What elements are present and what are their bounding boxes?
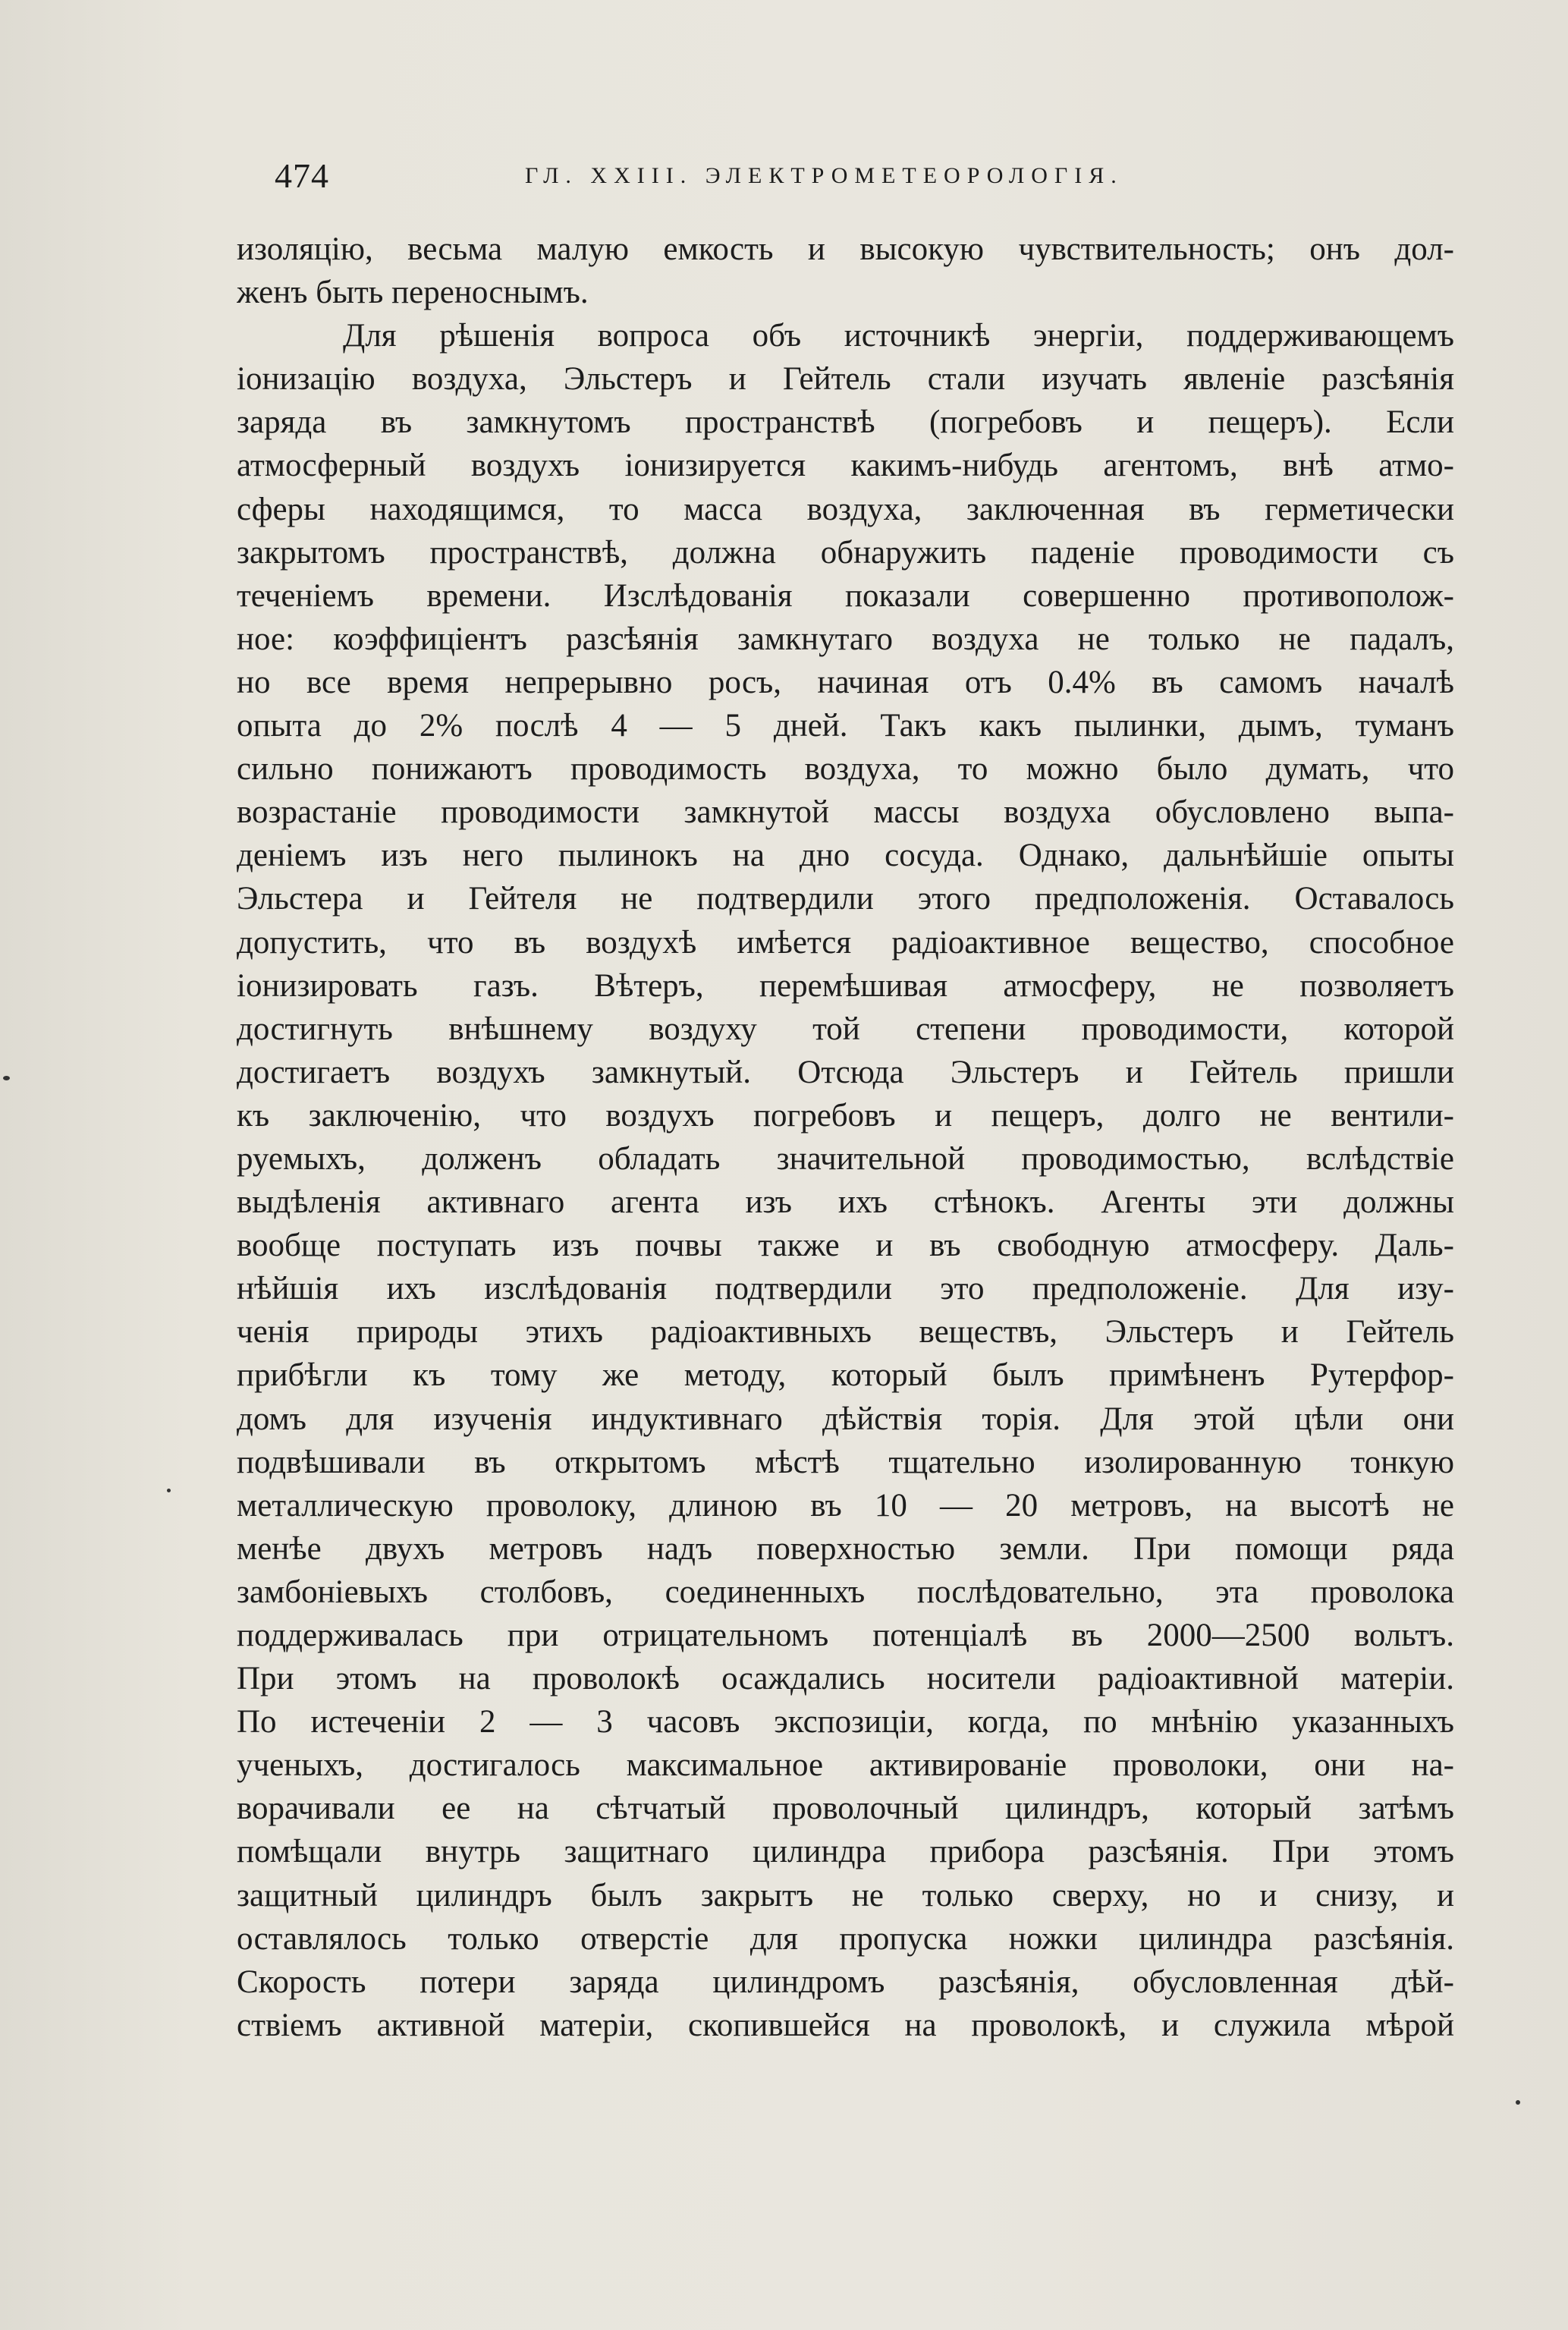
text-line: вообще поступать изъ почвы также и въ свободную атмосферу. Даль- xyxy=(237,1228,1454,1264)
text-line: ствіемъ активной матеріи, скопившейся на проволокѣ, и служила мѣрой xyxy=(237,2007,1454,2043)
text-line: іонизировать газъ. Вѣтеръ, перемѣшивая атмосферу, не позволяетъ xyxy=(237,967,1454,1004)
text-line: сильно понижаютъ проводимость воздуха, то можно было думать, что xyxy=(237,751,1454,788)
text-line: нѣйшія ихъ изслѣдованія подтвердили это предположеніе. Для изу- xyxy=(237,1271,1454,1307)
text-line: помѣщали внутрь защитнаго цилиндра прибора разсѣянія. При этомъ xyxy=(237,1834,1454,1870)
page-number: 474 xyxy=(275,156,329,195)
text-line: Эльстера и Гейтеля не подтвердили этого предположенія. Оставалось xyxy=(237,881,1454,917)
text-line: подвѣшивали въ открытомъ мѣстѣ тщательно изолированную тонкую xyxy=(237,1444,1454,1480)
text-line: сферы находящимся, то масса воздуха, заключенная въ герметически xyxy=(237,491,1454,527)
text-line: Для рѣшенія вопроса объ источникѣ энергіи, поддерживающемъ xyxy=(343,318,1454,354)
text-line: деніемъ изъ него пылинокъ на дно сосуда. Однако, дальнѣйшіе опыты xyxy=(237,838,1454,874)
text-line: возрастаніе проводимости замкнутой массы воздуха обусловлено выпа- xyxy=(237,794,1454,831)
text-line: атмосферный воздухъ іонизируется какимъ-нибудь агентомъ, внѣ атмо- xyxy=(237,448,1454,484)
text-line: ченія природы этихъ радіоактивныхъ веществъ, Эльстеръ и Гейтель xyxy=(237,1314,1454,1351)
print-speck xyxy=(3,1076,10,1080)
text-line: достигнуть внѣшнему воздуху той степени проводимости, которой xyxy=(237,1011,1454,1047)
text-line: ное: коэффиціентъ разсѣянія замкнутаго воздуха не только не падалъ, xyxy=(237,621,1454,657)
text-line: но все время непрерывно росъ, начиная отъ 0.4% въ самомъ началѣ xyxy=(237,664,1454,700)
text-line: заряда въ замкнутомъ пространствѣ (погребовъ и пещеръ). Если xyxy=(237,404,1454,441)
text-line: женъ быть переноснымъ. xyxy=(237,275,589,311)
text-line: закрытомъ пространствѣ, должна обнаружить паденіе проводимости съ xyxy=(237,534,1454,571)
text-line: ворачивали ее на сѣтчатый проволочный цилиндръ, который затѣмъ xyxy=(237,1791,1454,1827)
text-line: изоляцію, весьма малую емкость и высокую чувствительность; онъ дол- xyxy=(237,231,1454,267)
text-line: По истеченіи 2 — 3 часовъ экспозиціи, когда, по мнѣнію указанныхъ xyxy=(237,1704,1454,1740)
text-line: менѣе двухъ метровъ надъ поверхностью земли. При помощи ряда xyxy=(237,1530,1454,1567)
text-line: къ заключенію, что воздухъ погребовъ и пещеръ, долго не вентили- xyxy=(237,1097,1454,1134)
text-line: теченіемъ времени. Изслѣдованія показали совершенно противополож- xyxy=(237,577,1454,614)
body-text xyxy=(237,228,1454,2047)
running-head: ГЛ. XXIII. ЭЛЕКТРОМЕТЕОРОЛОГІЯ. xyxy=(525,163,1123,188)
text-line: металлическую проволоку, длиною въ 10 — 20 метровъ, на высотѣ не xyxy=(237,1487,1454,1523)
print-speck xyxy=(167,1489,171,1492)
text-line: допустить, что въ воздухѣ имѣется радіоактивное вещество, способное xyxy=(237,924,1454,961)
text-line: поддерживалась при отрицательномъ потенціалѣ въ 2000—2500 вольтъ. xyxy=(237,1618,1454,1653)
text-line: защитный цилиндръ былъ закрытъ не только сверху, но и снизу, и xyxy=(237,1877,1454,1913)
text-line: Скорость потери заряда цилиндромъ разсѣянія, обусловленная дѣй- xyxy=(237,1964,1454,2000)
text-line: прибѣгли къ тому же методу, который былъ примѣненъ Рутерфор- xyxy=(237,1357,1454,1394)
text-line: При этомъ на проволокѣ осаждались носители радіоактивной матеріи. xyxy=(237,1661,1454,1697)
page-header xyxy=(275,156,1452,201)
print-speck xyxy=(1516,2100,1520,2105)
text-line: опыта до 2% послѣ 4 — 5 дней. Такъ какъ пылинки, дымъ, туманъ xyxy=(237,708,1454,744)
text-line: руемыхъ, долженъ обладать значительной проводимостью, вслѣдствіе xyxy=(237,1140,1454,1177)
text-line: ученыхъ, достигалось максимальное активированіе проволоки, они на- xyxy=(237,1747,1454,1784)
text-line: выдѣленія активнаго агента изъ ихъ стѣнокъ. Агенты эти должны xyxy=(237,1184,1454,1221)
text-line: замбоніевыхъ столбовъ, соединенныхъ послѣдовательно, эта проволока xyxy=(237,1574,1454,1610)
text-line: іонизацію воздуха, Эльстеръ и Гейтель стали изучать явленіе разсѣянія xyxy=(237,361,1454,398)
text-line: оставлялось только отверстіе для пропуска ножки цилиндра разсѣянія. xyxy=(237,1920,1454,1957)
text-line: достигаетъ воздухъ замкнутый. Отсюда Эльстеръ и Гейтель пришли xyxy=(237,1054,1454,1090)
text-line: домъ для изученія индуктивнаго дѣйствія торія. Для этой цѣли они xyxy=(237,1401,1454,1437)
